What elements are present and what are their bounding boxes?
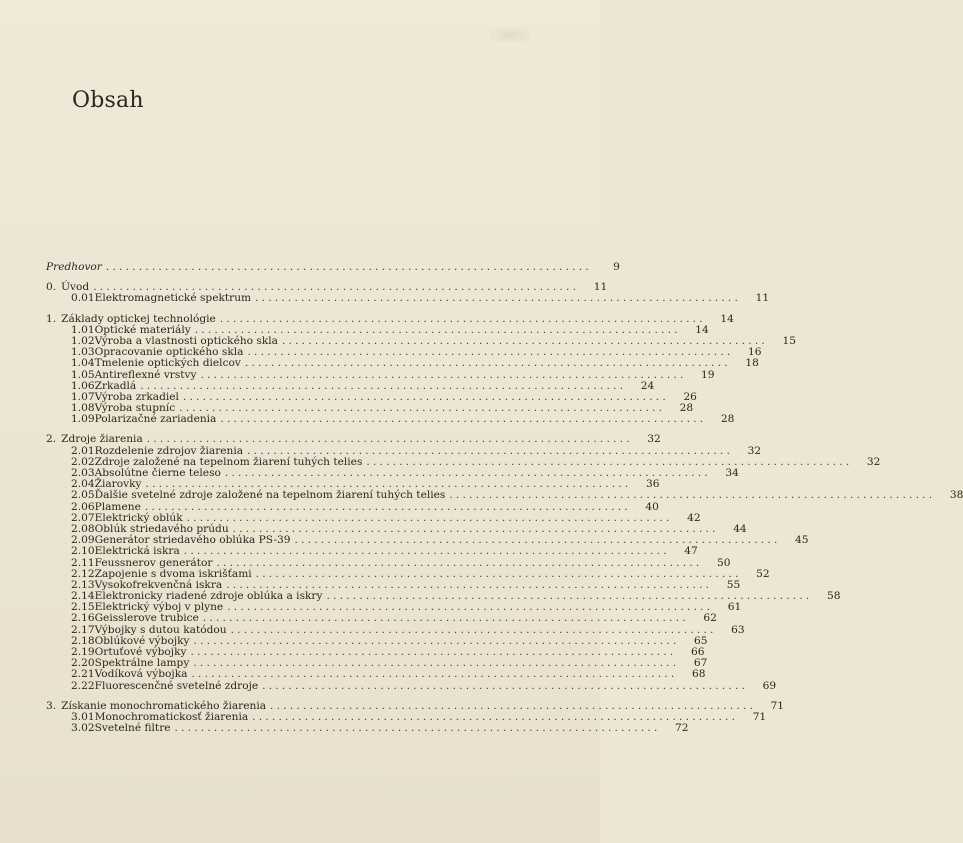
entry-number: 2.21 — [71, 668, 95, 681]
entry-title: Plamene — [94, 500, 141, 513]
entry-number: 2.22 — [71, 679, 95, 692]
entry-title: Základy optickej technológie — [61, 312, 216, 325]
entry-title: Generátor striedavého oblúka PS-39 — [94, 534, 291, 547]
page-number: 26 — [683, 390, 697, 403]
entry-title: Výroba a vlastnosti optického skla — [94, 334, 278, 347]
toc-entry — [46, 668, 706, 681]
entry-title: Zapojenie s dvoma iskrišťami — [94, 567, 252, 580]
entry-title: Oblúkové výbojky — [94, 634, 190, 647]
entry-number: 1.04 — [71, 357, 95, 370]
dot-leader: .......................................................................... — [174, 722, 661, 735]
entry-title: Opracovanie optického skla — [94, 346, 244, 359]
toc-entry — [46, 368, 715, 381]
page-number: 72 — [675, 722, 689, 735]
entry-title: Ortuťové výbojky — [94, 646, 187, 658]
entry-number: 2.05 — [71, 489, 95, 502]
dot-leader: .......................................................................... — [270, 699, 757, 712]
entry-number: 2.15 — [71, 601, 95, 614]
page-number: 38 — [949, 489, 963, 502]
toc-entry — [46, 556, 731, 569]
dot-leader: .......................................................................... — [200, 368, 687, 381]
entry-number: 2.02 — [71, 455, 95, 468]
dot-leader: .......................................................................... — [93, 281, 580, 294]
dot-leader: .......................................................................... — [366, 455, 853, 468]
entry-number: 2.03 — [71, 467, 95, 479]
entry-number: 1.07 — [71, 390, 95, 403]
entry-number: 2.07 — [71, 511, 95, 524]
dot-leader: .......................................................................... — [227, 601, 714, 614]
page-number: 40 — [645, 500, 659, 513]
toc-entry — [46, 722, 689, 735]
page-number: 19 — [701, 368, 715, 381]
dot-leader: .......................................................................... — [262, 679, 749, 692]
entry-number: 1.08 — [71, 402, 95, 415]
entry-number: 0. — [46, 281, 57, 294]
toc-entry — [46, 413, 735, 426]
page-number: 63 — [731, 623, 745, 636]
entry-title: Fluorescenčné svetelné zdroje — [94, 679, 259, 692]
page-number: 65 — [694, 634, 708, 647]
page-number: 45 — [795, 534, 809, 547]
entry-number: 2.13 — [71, 578, 95, 591]
dot-leader: .......................................................................... — [193, 634, 680, 647]
dot-leader: .......................................................................... — [186, 511, 673, 524]
dot-leader: .......................................................................... — [144, 500, 631, 513]
entry-number: 3. — [46, 699, 57, 712]
entry-title: Vysokofrekvenčná iskra — [94, 578, 223, 591]
entry-number: 2.11 — [71, 556, 95, 569]
dot-leader: .......................................................................... — [224, 467, 711, 479]
page-number: 68 — [691, 668, 706, 681]
dot-leader: .......................................................................... — [219, 312, 706, 325]
dot-leader: .......................................................................... — [220, 413, 707, 426]
dot-leader: .......................................................................... — [247, 444, 734, 457]
page-number: 14 — [720, 312, 734, 325]
toc-entry — [46, 679, 777, 692]
entry-number: 3.01 — [71, 710, 95, 723]
page-stain — [490, 28, 530, 42]
page-number: 28 — [720, 413, 735, 426]
entry-number: 2.06 — [71, 500, 95, 513]
entry-title: Ďalšie svetelné zdroje založené na tepelnom žiarení tuhých telies — [94, 489, 446, 502]
entry-title: Svetelné filtre — [94, 722, 171, 735]
page-number: 62 — [703, 612, 717, 625]
dot-leader: .......................................................................... — [105, 261, 592, 273]
dot-leader: .......................................................................... — [326, 590, 813, 603]
entry-number: 1.02 — [71, 334, 95, 347]
toc-chapter — [46, 433, 661, 446]
dot-leader: .......................................................................... — [244, 357, 731, 370]
dot-leader: .......................................................................... — [230, 623, 717, 636]
page-number: 47 — [684, 545, 698, 558]
entry-number: 1.03 — [71, 346, 95, 359]
entry-title: Získanie monochromatického žiarenia — [61, 699, 267, 712]
entry-number: 2.18 — [71, 634, 95, 647]
page-number: 69 — [762, 679, 777, 692]
entry-number: 2.08 — [71, 522, 95, 535]
entry-title: Elektrický oblúk — [94, 511, 183, 524]
entry-number: 2.09 — [71, 534, 95, 547]
entry-title: Predhovor — [46, 261, 102, 273]
dot-leader: .......................................................................... — [252, 710, 739, 723]
page-number: 18 — [745, 357, 759, 370]
table-of-contents — [46, 261, 963, 735]
page-title: Obsah — [72, 88, 144, 113]
toc-entry — [46, 489, 963, 502]
entry-title: Žiarovky — [94, 478, 142, 491]
entry-title: Optické materiály — [94, 323, 191, 336]
dot-leader: .......................................................................... — [226, 578, 713, 591]
dot-leader: .......................................................................... — [193, 657, 680, 670]
entry-title: Zrkadlá — [94, 379, 137, 392]
entry-number: 2.16 — [71, 612, 95, 625]
dot-leader: .......................................................................... — [140, 379, 627, 392]
entry-number: 2.17 — [71, 623, 95, 636]
dot-leader: .......................................................................... — [255, 292, 742, 305]
dot-leader: .......................................................................... — [232, 522, 719, 535]
entry-title: Výbojky s dutou katódou — [94, 623, 227, 636]
entry-title: Antireflexné vrstvy — [94, 368, 197, 381]
entry-title: Oblúk striedavého prúdu — [94, 522, 229, 535]
dot-leader: .......................................................................... — [179, 402, 666, 415]
dot-leader: .......................................................................... — [202, 612, 689, 625]
page-number: 50 — [716, 556, 731, 569]
entry-title: Elektronicky riadené zdroje oblúka a iskry — [94, 590, 323, 603]
dot-leader: .......................................................................... — [182, 390, 669, 403]
page-number: 67 — [693, 657, 708, 670]
entry-title: Polarizačné zariadenia — [94, 413, 217, 426]
entry-number: 2.01 — [71, 444, 95, 457]
page-number: 24 — [640, 379, 655, 392]
page-number: 66 — [691, 646, 705, 658]
dot-leader: .......................................................................... — [190, 646, 677, 658]
page-number: 15 — [782, 334, 796, 347]
toc-entry — [46, 612, 717, 625]
dot-leader: .......................................................................... — [255, 567, 742, 580]
entry-title: Elektrická iskra — [94, 545, 180, 558]
page-number: 32 — [647, 433, 661, 446]
page-number: 58 — [827, 590, 841, 603]
entry-title: Výroba stupníc — [94, 402, 176, 415]
entry-number: 1.01 — [71, 323, 95, 336]
page-number: 44 — [733, 522, 747, 535]
dot-leader: .......................................................................... — [281, 334, 768, 347]
dot-leader: .......................................................................... — [145, 478, 632, 491]
entry-number: 2.10 — [71, 545, 95, 558]
entry-title: Absolútne čierne teleso — [94, 467, 221, 479]
entry-number: 1. — [46, 312, 57, 325]
entry-number: 2.19 — [71, 646, 95, 658]
page-number: 61 — [727, 601, 742, 614]
entry-number: 1.06 — [71, 379, 95, 392]
page-number: 32 — [747, 444, 762, 457]
entry-number: 2.20 — [71, 657, 95, 670]
dot-leader: .......................................................................... — [191, 668, 678, 681]
page-number: 32 — [866, 455, 881, 468]
entry-title: Zdroje žiarenia — [61, 433, 143, 446]
dot-leader: .......................................................................... — [216, 556, 703, 569]
page-number: 14 — [695, 323, 709, 336]
dot-leader: .......................................................................... — [194, 323, 681, 336]
page-number: 52 — [756, 567, 770, 580]
entry-title: Spektrálne lampy — [94, 657, 190, 670]
entry-title: Úvod — [61, 281, 90, 294]
toc-entry — [46, 357, 759, 370]
page-number: 11 — [755, 292, 770, 305]
entry-title: Zdroje založené na tepelnom žiarení tuhých telies — [94, 455, 363, 468]
entry-number: 0.01 — [71, 292, 95, 305]
page-number: 28 — [679, 402, 694, 415]
page-number: 11 — [593, 281, 608, 294]
toc-entry — [46, 545, 698, 558]
entry-number: 2.12 — [71, 567, 95, 580]
page-number: 55 — [726, 578, 741, 591]
entry-title: Elektromagnetické spektrum — [94, 292, 252, 305]
entry-number: 2.04 — [71, 478, 95, 491]
page-number: 42 — [687, 511, 701, 524]
dot-leader: .......................................................................... — [449, 489, 936, 502]
entry-title: Geisslerove trubice — [94, 612, 199, 625]
page-number: 71 — [770, 699, 785, 712]
page-number: 36 — [646, 478, 660, 491]
dot-leader: .......................................................................... — [146, 433, 633, 446]
entry-title: Výroba zrkadiel — [94, 390, 179, 403]
dot-leader: .......................................................................... — [294, 534, 781, 547]
entry-number: 1.09 — [71, 413, 95, 426]
page-number: 16 — [747, 346, 762, 359]
entry-title: Monochromatickosť žiarenia — [94, 710, 249, 723]
entry-number: 3.02 — [71, 722, 95, 735]
entry-title: Elektrický výboj v plyne — [94, 601, 224, 614]
page-number: 34 — [725, 467, 739, 479]
entry-title: Feussnerov generátor — [94, 556, 213, 569]
page-number: 71 — [752, 710, 767, 723]
page-number: 9 — [613, 261, 620, 273]
entry-title: Tmelenie optických dielcov — [94, 357, 241, 370]
dot-leader: .......................................................................... — [183, 545, 670, 558]
dot-leader: .......................................................................... — [247, 346, 734, 359]
entry-number: 1.05 — [71, 368, 95, 381]
entry-number: 2. — [46, 433, 57, 446]
toc-entry — [46, 292, 770, 305]
entry-title: Vodíková výbojka — [94, 668, 188, 681]
toc-entry-preface — [46, 261, 620, 273]
entry-title: Rozdelenie zdrojov žiarenia — [94, 444, 244, 457]
entry-number: 2.14 — [71, 590, 95, 603]
